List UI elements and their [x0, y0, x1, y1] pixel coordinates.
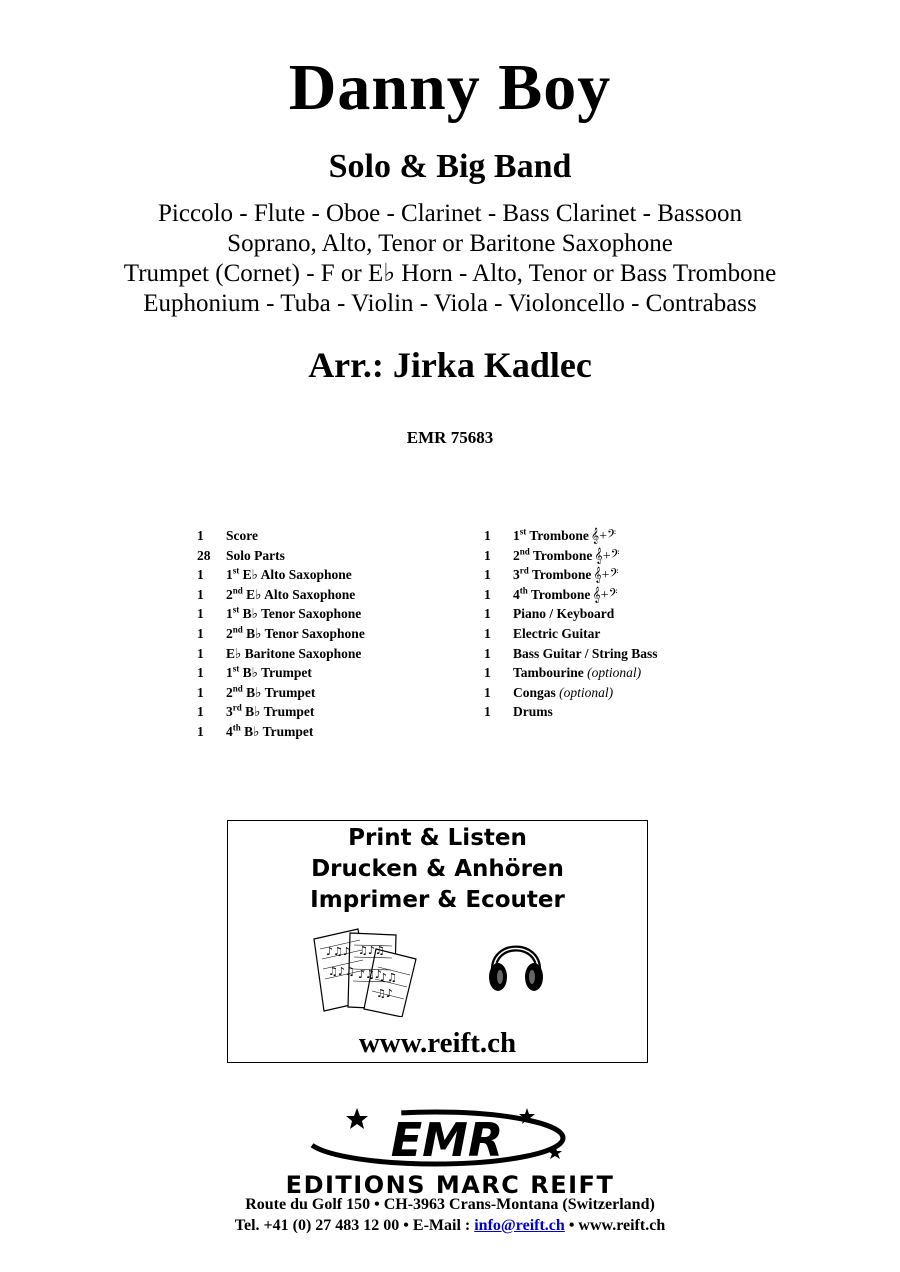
print-listen-line: Imprimer & Ecouter — [310, 887, 565, 913]
print-listen-line: Drucken & Anhören — [311, 856, 564, 882]
part-name — [513, 704, 553, 720]
part-note: (optional) — [587, 665, 642, 681]
part-title: Congas — [513, 684, 556, 700]
clef-icon: 𝄞+𝄢 — [593, 568, 619, 584]
part-title: Tambourine — [513, 665, 584, 681]
part-quantity: 1 — [484, 645, 491, 661]
part-quantity: 1 — [197, 704, 204, 720]
part-ordinal-number: 1 — [226, 567, 233, 583]
part-title: Piano / Keyboard — [513, 606, 615, 622]
clef-icon: 𝄞+𝄢 — [594, 548, 620, 564]
part-name — [226, 646, 361, 662]
instrument-line: Trumpet (Cornet) - F or E♭ Horn - Alto, Tenor or Bass Trombone — [123, 260, 777, 287]
part-ordinal-number: 2 — [226, 586, 233, 602]
email-link[interactable]: info@reift.ch — [474, 1217, 565, 1234]
part-title: B♭ Trumpet — [246, 684, 316, 700]
part-quantity: 1 — [197, 567, 204, 583]
part-name — [226, 724, 313, 740]
part-ordinal-suffix: st — [519, 526, 527, 537]
part-name — [226, 685, 315, 701]
arranger: Arr.: Jirka Kadlec — [308, 345, 592, 385]
part-name — [513, 606, 614, 622]
part-quantity: 1 — [197, 684, 204, 700]
part-name — [513, 626, 600, 642]
part-title: Trombone — [531, 567, 592, 583]
svg-text:♫♪♫: ♫♪♫ — [358, 944, 385, 957]
part-name — [513, 646, 658, 662]
part-ordinal-suffix: nd — [232, 585, 243, 596]
part-ordinal-suffix: rd — [519, 565, 529, 576]
instrument-line: Soprano, Alto, Tenor or Baritone Saxophone — [227, 230, 673, 257]
part-name — [226, 626, 365, 642]
part-quantity: 1 — [484, 625, 491, 641]
part-ordinal-suffix: th — [232, 722, 241, 733]
part-ordinal-number: 1 — [513, 528, 520, 543]
instrumentation-list — [0, 199, 900, 319]
headphones-icon — [486, 927, 546, 995]
part-title: Score — [226, 528, 258, 543]
part-ordinal-number: 1 — [226, 606, 233, 622]
part-title: Solo Parts — [226, 547, 285, 563]
part-title: Electric Guitar — [513, 625, 601, 641]
svg-text:♪♫♪: ♪♫♪ — [326, 945, 350, 958]
svg-text:♪♫♪: ♪♫♪ — [358, 968, 382, 981]
part-title: Trombone — [530, 586, 591, 602]
part-quantity: 1 — [197, 528, 204, 543]
publisher-name: EDITIONS MARC REIFT — [285, 1171, 615, 1199]
part-name — [226, 665, 312, 681]
emr-logo — [305, 1100, 595, 1172]
part-ordinal-suffix: st — [232, 604, 240, 615]
part-ordinal-suffix: rd — [232, 702, 242, 713]
subtitle: Solo & Big Band — [328, 148, 572, 185]
part-name — [513, 528, 616, 545]
part-title: B♭ Tenor Saxophone — [242, 606, 362, 622]
part-ordinal-number: 2 — [226, 625, 233, 641]
part-quantity: 28 — [197, 547, 211, 563]
part-title: E♭ Baritone Saxophone — [226, 645, 362, 661]
part-title: Trombone — [532, 547, 593, 563]
part-quantity: 1 — [197, 645, 204, 661]
part-title: B♭ Trumpet — [242, 665, 312, 681]
part-quantity: 1 — [197, 586, 204, 602]
part-quantity: 1 — [484, 567, 491, 583]
part-quantity: 1 — [484, 665, 491, 681]
publisher-address: Route du Golf 150 • CH-3963 Crans-Montana (Switzerland) — [245, 1196, 655, 1213]
part-ordinal-number: 2 — [226, 684, 233, 700]
part-title: E♭ Alto Saxophone — [246, 586, 356, 602]
contact-web[interactable]: • www.reift.ch — [564, 1217, 666, 1234]
part-title: B♭ Tenor Saxophone — [246, 625, 365, 641]
instrument-line: Euphonium - Tuba - Violin - Viola - Violoncello - Contrabass — [143, 290, 757, 317]
publisher-contact — [0, 1217, 900, 1235]
print-listen-line: Print & Listen — [348, 825, 527, 851]
part-name — [226, 528, 258, 544]
part-name — [226, 567, 352, 583]
part-quantity: 1 — [484, 704, 491, 720]
part-quantity: 1 — [197, 665, 204, 681]
part-quantity: 1 — [197, 723, 204, 739]
clef-icon: 𝄞+𝄢 — [590, 529, 617, 544]
part-ordinal-number: 3 — [226, 704, 233, 720]
part-ordinal-suffix: nd — [232, 683, 243, 694]
part-ordinal-suffix: st — [232, 663, 240, 674]
emr-logo-text: EMR — [390, 1113, 504, 1167]
part-name — [513, 587, 618, 604]
part-quantity: 1 — [484, 684, 491, 700]
part-name — [226, 587, 355, 603]
part-name — [513, 685, 613, 701]
part-name — [226, 548, 285, 564]
svg-text:♪♫: ♪♫ — [380, 971, 397, 984]
part-title: B♭ Trumpet — [245, 704, 315, 720]
page-title: Danny Boy — [288, 51, 612, 124]
part-quantity: 1 — [484, 586, 491, 602]
part-title: Trombone — [529, 528, 589, 543]
part-title: E♭ Alto Saxophone — [242, 567, 352, 583]
part-ordinal-number: 4 — [226, 723, 233, 739]
clef-icon: 𝄞+𝄢 — [592, 587, 618, 603]
part-quantity: 1 — [484, 606, 491, 622]
part-ordinal-number: 4 — [513, 586, 520, 602]
sheet-music-icon — [310, 925, 420, 1017]
part-ordinal-suffix: st — [232, 565, 240, 576]
part-ordinal-number: 3 — [513, 567, 520, 583]
print-listen-url[interactable]: www.reift.ch — [358, 1027, 517, 1059]
part-quantity: 1 — [197, 606, 204, 622]
part-ordinal-suffix: th — [519, 585, 528, 596]
part-name — [513, 567, 619, 584]
part-quantity: 1 — [484, 528, 491, 543]
part-name — [513, 665, 641, 681]
instrument-line: Piccolo - Flute - Oboe - Clarinet - Bass Clarinet - Bassoon — [158, 200, 742, 227]
part-ordinal-suffix: nd — [519, 546, 530, 557]
part-note: (optional) — [559, 684, 614, 700]
part-ordinal-suffix: nd — [232, 624, 243, 635]
part-quantity: 1 — [197, 625, 204, 641]
part-title: Drums — [513, 704, 553, 720]
svg-text:♫♪♫: ♫♪♫ — [328, 965, 355, 978]
part-name — [513, 548, 620, 565]
catalog-number: EMR 75683 — [406, 428, 494, 447]
part-ordinal-number: 2 — [513, 547, 520, 563]
print-listen-box — [227, 820, 648, 1063]
part-name — [226, 606, 361, 622]
part-title: Bass Guitar / String Bass — [513, 645, 658, 661]
part-name — [226, 704, 314, 720]
part-title: B♭ Trumpet — [244, 723, 314, 739]
svg-text:♫♪: ♫♪ — [376, 987, 393, 1000]
part-ordinal-number: 1 — [226, 665, 233, 681]
part-quantity: 1 — [484, 547, 491, 563]
contact-tel: Tel. +41 (0) 27 483 12 00 • E-Mail : — [234, 1217, 475, 1234]
